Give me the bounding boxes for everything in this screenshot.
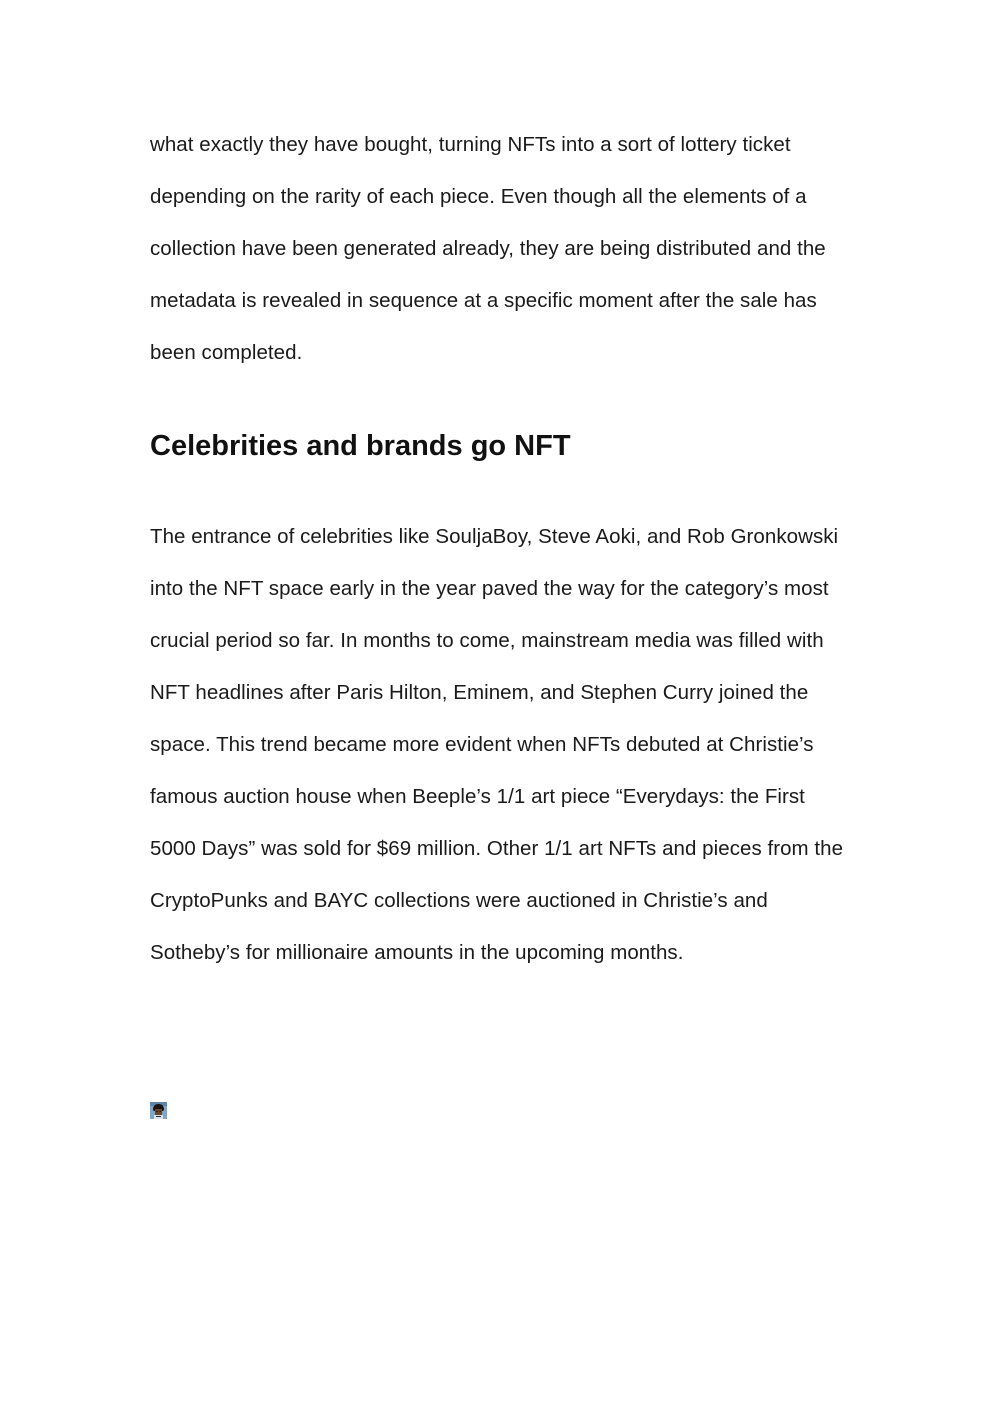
celebrities-paragraph: The entrance of celebrities like SouljaBoy, Steve Aoki, and Rob Gronkowski into the NFT space early in the year paved the way for the category’s most crucial period so far. In months to come, mainstream media was filled with NFT headlines after Paris Hilton, Eminem, and Stephen Curry joined the space. This trend became more evident when NFTs debuted at Christie’s famous auction house when Beeple’s 1/1 art piece “Everydays: the First 5000 Days” was sold for $69 million. Other 1/1 art NFTs and pieces from the CryptoPunks and BAYC collections were auctioned in Christie’s and Sotheby’s for millionaire amounts in the upcoming months. bbox=[150, 525, 844, 964]
intro-paragraph: what exactly they have bought, turning NFTs into a sort of lottery ticket depending on the rarity of each piece. Even though all the elements of a collection have been generated already, they are being distributed and the metadata is revealed in sequence at a specific moment after the sale has been completed. bbox=[150, 133, 826, 364]
nft-avatar-thumbnail-icon bbox=[150, 1102, 167, 1119]
section-heading: Celebrities and brands go NFT bbox=[150, 430, 571, 462]
